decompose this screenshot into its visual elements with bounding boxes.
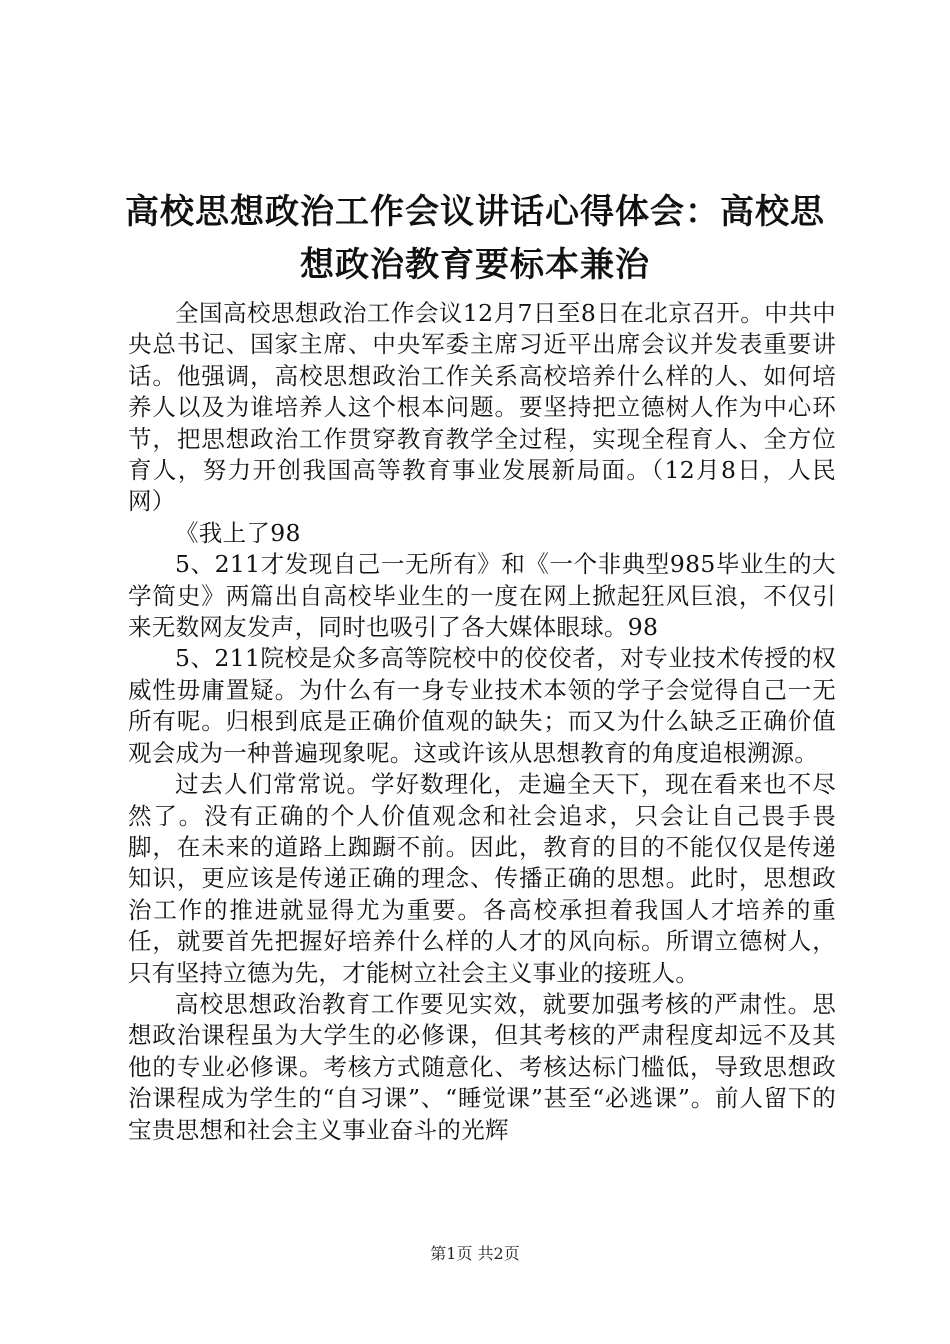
page-number-footer: 第1页 共2页 — [430, 1244, 520, 1263]
paragraph: 过去人们常常说。学好数理化，走遍全天下，现在看来也不尽然了。没有正确的个人价值观念和社会追求，只会让自己畏手畏脚，在未来的道路上踟蹰不前。因此，教育的目的不能仅仅是传递知识，更应该是传递正确的理念、传播正确的思想。此时，思想政治工作的推进就显得尤为重要。各高校承担着我国人才培养的重任，就要首先把握好培养什么样的人才的风向标。所谓立德树人，只有坚持立德为先，才能树立社会主义事业的接班人。 — [128, 770, 836, 987]
paragraph: 5、211才发现自己一无所有》和《一个非典型985毕业生的大学简史》两篇出自高校毕业生的一度在网上掀起狂风巨浪，不仅引来无数网友发声，同时也吸引了各大媒体眼球。98 — [128, 550, 836, 642]
document-title: 高校思想政治工作会议讲话心得体会：高校思想政治教育要标本兼治 — [125, 192, 825, 285]
paragraph: 5、211院校是众多高等院校中的佼佼者，对专业技术传授的权威性毋庸置疑。为什么有一身专业技术本领的学子会觉得自己一无所有呢。归根到底是正确价值观的缺失；而又为什么缺乏正确价值观会成为一种普遍现象呢。这或许该从思想教育的角度追根溯源。 — [128, 644, 836, 767]
paragraph: 高校思想政治教育工作要见实效，就要加强考核的严肃性。思想政治课程虽为大学生的必修课，但其考核的严肃程度却远不及其他的专业必修课。考核方式随意化、考核达标门槛低，导致思想政治课程成为学生的“自习课”、“睡觉课”甚至“必逃课”。前人留下的宝贵思想和社会主义事业奋斗的光辉 — [128, 989, 836, 1144]
paragraph: 《我上了98 — [175, 518, 301, 547]
document-body — [128, 298, 836, 1146]
paragraph: 全国高校思想政治工作会议12月7日至8日在北京召开。中共中央总书记、国家主席、中央军委主席习近平出席会议并发表重要讲话。他强调，高校思想政治工作关系高校培养什么样的人、如何培养人以及为谁培养人这个根本问题。要坚持把立德树人作为中心环节，把思想政治工作贯穿教育教学全过程，实现全程育人、全方位育人，努力开创我国高等教育事业发展新局面。（12月8日，人民网） — [128, 299, 836, 516]
